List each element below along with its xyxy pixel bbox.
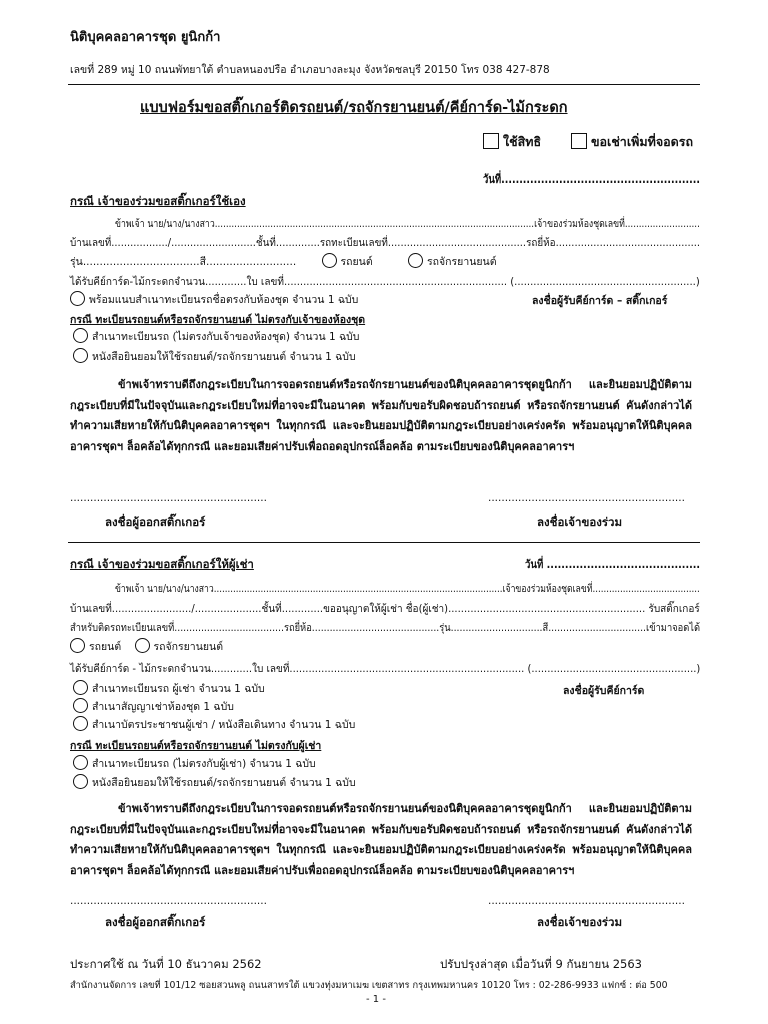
- vehicle-car-option[interactable]: [322, 256, 373, 268]
- owner-name-line[interactable]: ข้าพเจ้า นาย/นาง/นางสาว...................................................................................................................เจ้าของร่วมห้องชุดเลขที่...........................: [115, 218, 700, 230]
- section2-subheading: กรณี ทะเบียนรถยนต์หรือรถจักรยานยนต์ ไม่ตรงกับผู้เช่า: [70, 740, 322, 752]
- org-name: นิติบุคคลอาคารชุด ยูนิกก้า: [70, 30, 221, 45]
- receiver-sign-label: ลงชื่อผู้รับคีย์การ์ด – สติ๊กเกอร์: [532, 295, 668, 307]
- section2-option-b-label: สำเนาสัญญาเช่าห้องชุด 1 ฉบับ: [92, 701, 234, 713]
- page-number: - 1 -: [366, 994, 386, 1005]
- radio-icon[interactable]: [73, 328, 88, 343]
- section1-heading: กรณี เจ้าของร่วมขอสติ๊กเกอร์ใช้เอง: [70, 194, 246, 208]
- checkbox-icon[interactable]: [483, 133, 499, 149]
- radio-icon[interactable]: [70, 638, 85, 653]
- section2-owner-sign-label: ลงชื่อเจ้าของร่วม: [537, 915, 623, 929]
- section1-option-2-label: หนังสือยินยอมให้ใช้รถยนต์/รถจักรยานยนต์ จำนวน 1 ฉบับ: [92, 351, 356, 363]
- section2-option-d-label: สำเนาทะเบียนรถ (ไม่ตรงกับผู้เช่า) จำนวน 1 ฉบับ: [92, 758, 316, 770]
- section1-issuer-sign-line[interactable]: ...........................................................: [70, 492, 267, 504]
- option-use-rights-label: ใช้สิทธิ: [503, 134, 542, 149]
- section2-owner-sign-line[interactable]: ...........................................................: [488, 895, 685, 907]
- attach-copy-label: พร้อมแนบสำเนาทะเบียนรถชื่อตรงกับห้องชุด จำนวน 1 ฉบับ: [89, 294, 359, 306]
- option-use-rights[interactable]: [483, 132, 541, 152]
- section2-option-d[interactable]: [73, 755, 316, 772]
- section2-option-e-label: หนังสือยินยอมให้ใช้รถยนต์/รถจักรยานยนต์ จำนวน 1 ฉบับ: [92, 777, 356, 789]
- section1-issuer-sign-label: ลงชื่อผู้ออกสติ๊กเกอร์: [105, 515, 206, 529]
- section2-receiver-sign-label: ลงชื่อผู้รับคีย์การ์ด: [563, 685, 645, 697]
- section2-option-a[interactable]: [73, 680, 265, 697]
- radio-icon[interactable]: [322, 253, 337, 268]
- option-rent-extra[interactable]: [571, 132, 693, 152]
- section2-car-option[interactable]: [70, 641, 121, 653]
- section1-option-1-label: สำเนาทะเบียนรถ (ไม่ตรงกับเจ้าของห้องชุด) จำนวน 1 ฉบับ: [92, 331, 360, 343]
- section2-option-a-label: สำเนาทะเบียนรถ ผู้เช่า จำนวน 1 ฉบับ: [92, 683, 265, 695]
- vehicle-motorcycle-option[interactable]: [408, 256, 497, 268]
- section1-option-2[interactable]: [73, 348, 356, 365]
- section1-option-1[interactable]: [73, 328, 359, 345]
- vehicle-motorcycle-label: รถจักรยานยนต์: [427, 256, 497, 268]
- section2-date-field[interactable]: วันที่ ..........................................: [525, 557, 701, 571]
- section2-keycard-line[interactable]: ได้รับคีย์การ์ด - ไม้กระดกจำนวน.............ใบ เลขที่.......................................................................... (....................................................): [70, 663, 701, 675]
- radio-icon[interactable]: [73, 755, 88, 770]
- section2-car-label: รถยนต์: [89, 641, 122, 653]
- radio-icon[interactable]: [408, 253, 423, 268]
- section2-option-b[interactable]: [73, 698, 234, 715]
- form-title: แบบฟอร์มขอสติ๊กเกอร์ติดรถยนต์/รถจักรยานยนต์/คีย์การ์ด-ไม้กระดก: [140, 100, 568, 116]
- keycard-line[interactable]: ได้รับคีย์การ์ด-ไม้กระดกจำนวน.............ใบ เลขที่...................................................................... (.........................................................): [70, 276, 700, 288]
- section2-option-c-label: สำเนาบัตรประชาชนผู้เช่า / หนังสือเดินทาง จำนวน 1 ฉบับ: [92, 719, 356, 731]
- section2-option-e[interactable]: [73, 774, 356, 791]
- section2-agreement-paragraph: ข้าพเจ้าทราบดีถึงกฎระเบียบในการจอดรถยนต์หรือรถจักรยานยนต์ของนิติบุคคลอาคารชุดยูนิกก้า และยินยอมปฏิบัติตามกฎระเบียบที่มีในปัจจุบันและกฎระเบียบใหม่ที่อาจจะมีในอนาคต พร้อมกับขอรับผิดชอบถ้ารถยนต์ หรือรถจักรยานยนต์ คันดังกล่าวได้ทำความเสียหายให้กับนิติบุคคลอาคารชุดฯ ในทุกกรณี และจะยินยอมปฏิบัติตามกฎระเบียบอย่างเคร่งครัด พร้อมอนุญาตให้นิติบุคคลอาคารชุดฯ ล็อคล้อได้ทุกกรณี และยอมเสียค่าปรับเพื่อถอดอุปกรณ์ล็อคล้อ ตามระเบียบของนิติบุคคลอาคารฯ: [70, 802, 692, 877]
- office-address: สำนักงานจัดการ เลขที่ 101/12 ซอยสวนพลู ถนนสาทรใต้ แขวงทุ่งมหาเมฆ เขตสาทร กรุงเทพมหานคร 10120 โทร : 02-286-9933 แฟกซ์ : ต่อ 500: [70, 980, 668, 991]
- section1-owner-sign-line[interactable]: ...........................................................: [488, 492, 685, 504]
- section2-motorcycle-option[interactable]: [135, 641, 224, 653]
- model-color-field[interactable]: รุ่น...................................สี...........................: [70, 256, 297, 268]
- radio-icon[interactable]: [73, 716, 88, 731]
- radio-icon[interactable]: [135, 638, 150, 653]
- section2-tenant-line[interactable]: บ้านเลขที่........................./.....................ชั้นที่.............ขออนุญาตให้ผู้เช่า ชื่อ(ผู้เช่า).............................................................. รับสติ๊กเกอร์: [70, 603, 700, 615]
- radio-icon[interactable]: [70, 291, 85, 306]
- section2-option-c[interactable]: [73, 716, 355, 733]
- checkbox-icon[interactable]: [571, 133, 587, 149]
- radio-icon[interactable]: [73, 774, 88, 789]
- section2-vehicle-type: [70, 638, 223, 655]
- section2-issuer-sign-line[interactable]: ...........................................................: [70, 895, 267, 907]
- org-address: เลขที่ 289 หมู่ 10 ถนนพัทยาใต้ ตำบลหนองปรือ อำเภอบางละมุง จังหวัดชลบุรี 20150 โทร 038 427-878: [70, 64, 550, 76]
- house-number-line[interactable]: บ้านเลขที่................../...........................ชั้นที่..............รถทะเบียนเลขที่............................................รถยี่ห้อ..............................................: [70, 237, 701, 249]
- section1-agreement-paragraph: ข้าพเจ้าทราบดีถึงกฎระเบียบในการจอดรถยนต์หรือรถจักรยานยนต์ของนิติบุคคลอาคารชุดยูนิกก้า และยินยอมปฏิบัติตามกฎระเบียบที่มีในปัจจุบันและกฎระเบียบใหม่ที่อาจจะมีในอนาคต พร้อมกับขอรับผิดชอบถ้ารถยนต์ หรือรถจักรยานยนต์ คันดังกล่าวได้ทำความเสียหายให้กับนิติบุคคลอาคารชุดฯ ในทุกกรณี และจะยินยอมปฏิบัติตามกฎระเบียบอย่างเคร่งครัด พร้อมอนุญาตให้นิติบุคคลอาคารชุดฯ ล็อคล้อได้ทุกกรณี และยอมเสียค่าปรับเพื่อถอดอุปกรณ์ล็อคล้อ ตามระเบียบของนิติบุคคลอาคารฯ: [70, 378, 692, 453]
- option-rent-extra-label: ขอเช่าเพิ่มที่จอดรถ: [591, 134, 694, 149]
- section2-motorcycle-label: รถจักรยานยนต์: [153, 641, 224, 653]
- section1-owner-sign-label: ลงชื่อเจ้าของร่วม: [537, 515, 623, 529]
- section1-subheading: กรณี ทะเบียนรถยนต์หรือรถจักรยานยนต์ ไม่ตรงกับเจ้าของห้องชุด: [70, 314, 366, 326]
- section2-heading: กรณี เจ้าของร่วมขอสติ๊กเกอร์ให้ผู้เช่า: [70, 557, 254, 571]
- radio-icon[interactable]: [73, 348, 88, 363]
- header-divider: [68, 84, 700, 85]
- section2-vehicle-line[interactable]: สำหรับติดรถทะเบียนเลขที่.....................................รถยี่ห้อ...........................................รุ่น...............................สี.................................เข้ามาจอดได้: [70, 622, 701, 634]
- section-divider: [68, 542, 700, 543]
- attach-copy-option[interactable]: [70, 291, 358, 308]
- date-field[interactable]: วันที่.......................................................: [483, 172, 700, 186]
- section2-issuer-sign-label: ลงชื่อผู้ออกสติ๊กเกอร์: [105, 915, 206, 929]
- updated-date: ปรับปรุงล่าสุด เมื่อวันที่ 9 กันยายน 2563: [440, 957, 643, 971]
- radio-icon[interactable]: [73, 680, 88, 695]
- announced-date: ประกาศใช้ ณ วันที่ 10 ธันวาคม 2562: [70, 957, 262, 971]
- radio-icon[interactable]: [73, 698, 88, 713]
- model-color-line: [70, 253, 497, 270]
- section2-owner-name-line[interactable]: ข้าพเจ้า นาย/นาง/นางสาว.........................................................................................................เจ้าของร่วมห้องชุดเลขที่.......................................: [115, 583, 700, 595]
- vehicle-car-label: รถยนต์: [340, 256, 373, 268]
